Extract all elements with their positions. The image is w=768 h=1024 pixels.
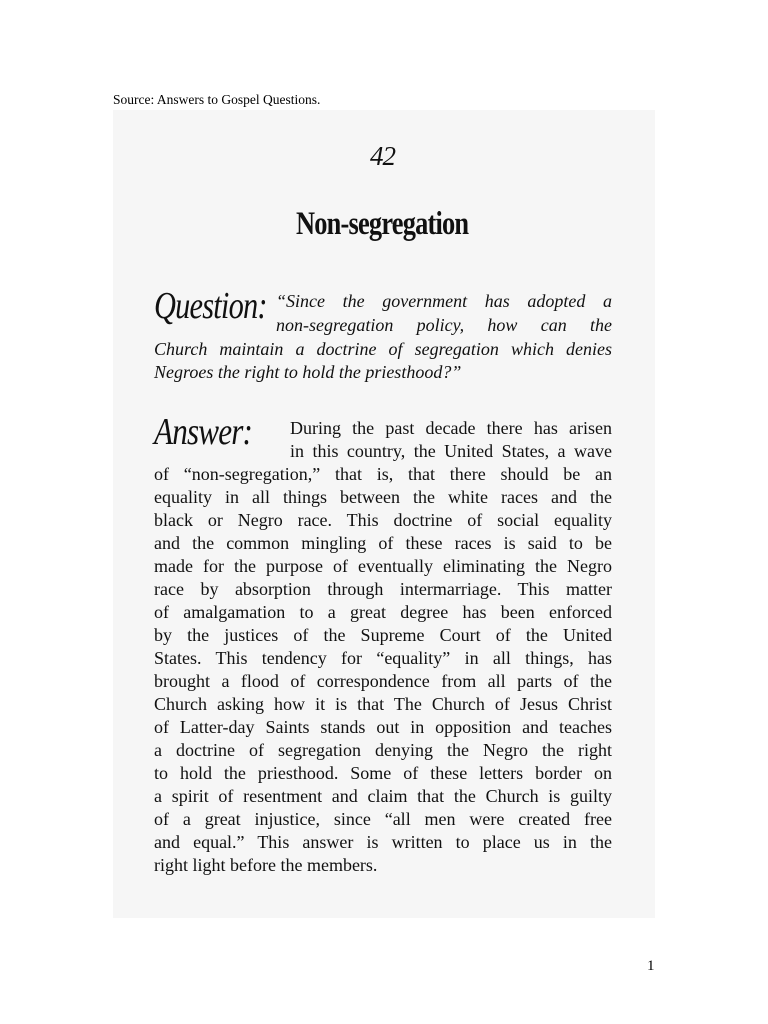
answer-line: of a great injustice, since “all men were created free [154, 809, 612, 829]
answer-line: a doctrine of segregation denying the Negro the right [154, 740, 612, 760]
answer-line: equality in all things between the white races and the [154, 487, 612, 507]
answer-line: black or Negro race. This doctrine of social equality [154, 510, 612, 530]
answer-label: Answer: [154, 411, 253, 453]
answer-line: a spirit of resentment and claim that the Church is guilty [154, 786, 612, 806]
answer-line: race by absorption through intermarriage. This matter [154, 579, 612, 599]
answer-line: of amalgamation to a great degree has been enforced [154, 602, 612, 622]
question-line: “Since the government has adopted a [276, 291, 612, 311]
chapter-number: 42 [370, 141, 395, 171]
answer-line: During the past decade there has arisen [290, 418, 612, 438]
question-line: non-segregation policy, how can the [276, 315, 612, 335]
chapter-title: Non-segregation [296, 206, 469, 242]
page-number: 1 [647, 958, 655, 974]
answer-line: by the justices of the Supreme Court of the United [154, 625, 612, 645]
answer-line: of Latter-day Saints stands out in opposition and teaches [154, 717, 612, 737]
answer-line: to hold the priesthood. Some of these letters border on [154, 763, 612, 783]
answer-line: Church asking how it is that The Church of Jesus Christ [154, 694, 612, 714]
source-line: Source: Answers to Gospel Questions. [113, 92, 321, 107]
answer-line: of “non-segregation,” that is, that there should be an [154, 464, 612, 484]
question-line: Church maintain a doctrine of segregation which denies [154, 339, 612, 359]
answer-line: in this country, the United States, a wave [290, 441, 612, 461]
answer-line: right light before the members. [154, 855, 378, 875]
question-line: Negroes the right to hold the priesthood?” [154, 362, 462, 382]
answer-line: States. This tendency for “equality” in all things, has [154, 648, 612, 668]
question-label: Question: [154, 285, 267, 327]
answer-line: made for the purpose of eventually eliminating the Negro [154, 556, 612, 576]
answer-line: and the common mingling of these races is said to be [154, 533, 612, 553]
answer-line: and equal.” This answer is written to place us in the [154, 832, 612, 852]
answer-line: brought a flood of correspondence from all parts of the [154, 671, 612, 691]
